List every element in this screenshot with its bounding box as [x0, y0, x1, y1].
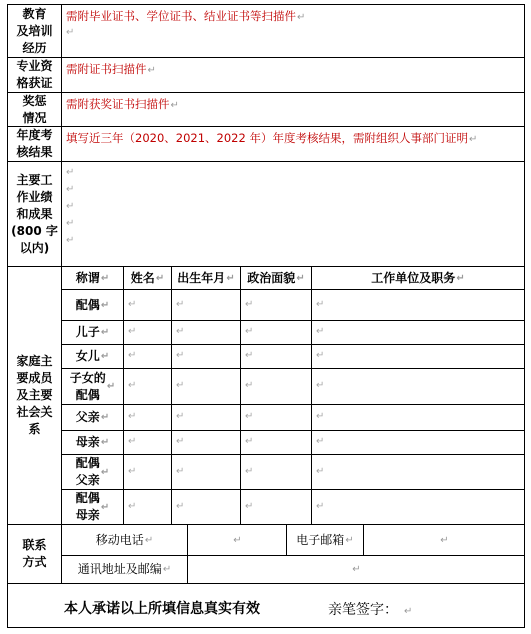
relation-mother: 母亲 ↵ — [75, 435, 110, 449]
family-name-cell[interactable]: ↵ — [128, 501, 137, 512]
email-label: 电子邮箱 ↵ — [296, 532, 354, 547]
paragraph-mark: ↵ — [66, 167, 75, 178]
family-work-cell[interactable]: ↵ — [316, 350, 325, 361]
family-name-cell[interactable]: ↵ — [128, 436, 137, 447]
relation-daughter: 女儿 ↵ — [75, 349, 110, 363]
paragraph-mark: ↵ — [66, 218, 75, 229]
family-label: 家庭主 要成员 及主要 社会关 系 — [16, 354, 53, 436]
family-row-divider — [61, 368, 525, 369]
relation-father: 父亲 ↵ — [75, 410, 110, 424]
education-label: 教育 及培训 经历 — [16, 6, 53, 55]
family-political-cell[interactable]: ↵ — [245, 350, 254, 361]
contact-label: 联系 方式 — [22, 538, 47, 569]
relation-child-spouse: 子女的 配偶 ↵ — [69, 370, 116, 402]
row-divider — [7, 92, 525, 93]
paragraph-mark: ↵ — [440, 534, 449, 546]
education-note: 需附毕业证书、学位证书、结业证书等扫描件 — [66, 9, 296, 23]
paragraph-mark: ↵ — [66, 235, 75, 246]
family-header-name: 姓名 ↵ — [130, 270, 165, 285]
family-header-birth: 出生年月 ↵ — [177, 270, 235, 285]
family-birth-cell[interactable]: ↵ — [176, 380, 185, 391]
family-row-divider — [61, 320, 525, 321]
family-work-cell[interactable]: ↵ — [316, 326, 325, 337]
family-work-cell[interactable]: ↵ — [316, 501, 325, 512]
family-birth-cell[interactable]: ↵ — [176, 501, 185, 512]
paragraph-mark: ↵ — [352, 564, 361, 575]
family-work-cell[interactable]: ↵ — [316, 380, 325, 391]
relation-son: 儿子 ↵ — [75, 325, 110, 339]
family-work-cell[interactable]: ↵ — [316, 466, 325, 477]
family-birth-cell[interactable]: ↵ — [176, 326, 185, 337]
family-row-divider — [61, 289, 525, 290]
email-input[interactable] — [364, 525, 524, 555]
paragraph-mark: ↵ — [233, 534, 242, 546]
family-name-cell[interactable]: ↵ — [128, 466, 137, 477]
family-political-cell[interactable]: ↵ — [245, 380, 254, 391]
review-label: 年度考 核结果 — [16, 128, 53, 159]
family-row-divider — [61, 404, 525, 405]
family-header-political: 政治面貌 ↵ — [247, 270, 305, 285]
family-work-cell[interactable]: ↵ — [316, 436, 325, 447]
family-col-divider — [240, 266, 241, 524]
family-name-cell[interactable]: ↵ — [128, 411, 137, 422]
signature-field[interactable]: 亲笔签字： ↵ — [328, 602, 413, 618]
family-name-cell[interactable]: ↵ — [128, 299, 137, 310]
relation-spouse-father: 配偶 父亲 ↵ — [75, 456, 110, 487]
achievements-label: 主要工 作业绩 和成果 (800 字 以内) — [11, 172, 58, 255]
family-col-divider — [171, 266, 172, 524]
paragraph-mark: ↵ — [66, 184, 75, 195]
family-work-cell[interactable]: ↵ — [316, 299, 325, 310]
row-divider — [7, 126, 525, 127]
mobile-label: 移动电话 ↵ — [95, 532, 154, 547]
family-birth-cell[interactable]: ↵ — [176, 466, 185, 477]
table-border-bottom — [7, 627, 525, 628]
family-birth-cell[interactable]: ↵ — [176, 436, 185, 447]
review-note: 填写近三年（2020、2021、2022 年）年度考核结果，需附组织人事部门证明 — [66, 131, 468, 145]
cert-note: 需附证书扫描件 — [66, 62, 147, 76]
family-col-divider — [311, 266, 312, 524]
family-birth-cell[interactable]: ↵ — [176, 350, 185, 361]
award-label: 奖惩 情况 — [22, 93, 47, 125]
family-row-divider — [61, 454, 525, 455]
family-birth-cell[interactable]: ↵ — [176, 299, 185, 310]
family-political-cell[interactable]: ↵ — [245, 501, 254, 512]
family-political-cell[interactable]: ↵ — [245, 436, 254, 447]
award-note: 需附获奖证书扫描件 — [66, 97, 170, 111]
row-divider — [7, 57, 525, 58]
address-label: 通讯地址及邮编 ↵ — [77, 562, 172, 576]
education-field[interactable]: 需附毕业证书、学位证书、结业证书等扫描件↵ — [66, 9, 306, 23]
cert-label: 专业资 格获证 — [16, 59, 53, 90]
family-row-divider — [61, 344, 525, 345]
family-row-divider — [61, 430, 525, 431]
mobile-input[interactable] — [188, 525, 286, 555]
signature-label: 亲笔签字： — [328, 602, 398, 618]
family-row-divider — [61, 489, 525, 490]
table-border-top — [7, 4, 525, 5]
family-work-cell[interactable]: ↵ — [316, 411, 325, 422]
family-name-cell[interactable]: ↵ — [128, 326, 137, 337]
review-field[interactable]: 填写近三年（2020、2021、2022 年）年度考核结果，需附组织人事部门证明↵ — [66, 131, 478, 145]
declaration-text: 本人承诺以上所填信息真实有效 — [64, 601, 260, 617]
family-political-cell[interactable]: ↵ — [245, 299, 254, 310]
cert-field[interactable]: 需附证书扫描件↵ — [66, 62, 156, 76]
family-header-work: 工作单位及职务 ↵ — [371, 270, 465, 285]
family-political-cell[interactable]: ↵ — [245, 326, 254, 337]
paragraph-mark: ↵ — [66, 201, 75, 212]
table-border-right — [524, 4, 525, 628]
family-name-cell[interactable]: ↵ — [128, 350, 137, 361]
relation-spouse: 配偶 ↵ — [75, 297, 110, 312]
family-political-cell[interactable]: ↵ — [245, 411, 254, 422]
relation-spouse-mother: 配偶 母亲 ↵ — [75, 491, 110, 522]
family-col-divider — [123, 266, 124, 524]
award-field[interactable]: 需附获奖证书扫描件↵ — [66, 97, 179, 111]
row-divider — [7, 583, 525, 584]
paragraph-mark: ↵ — [66, 27, 75, 38]
address-input[interactable] — [188, 556, 524, 583]
family-header-title: 称谓 ↵ — [75, 270, 110, 285]
family-political-cell[interactable]: ↵ — [245, 466, 254, 477]
achievements-field[interactable] — [62, 162, 524, 266]
family-name-cell[interactable]: ↵ — [128, 380, 137, 391]
family-birth-cell[interactable]: ↵ — [176, 411, 185, 422]
